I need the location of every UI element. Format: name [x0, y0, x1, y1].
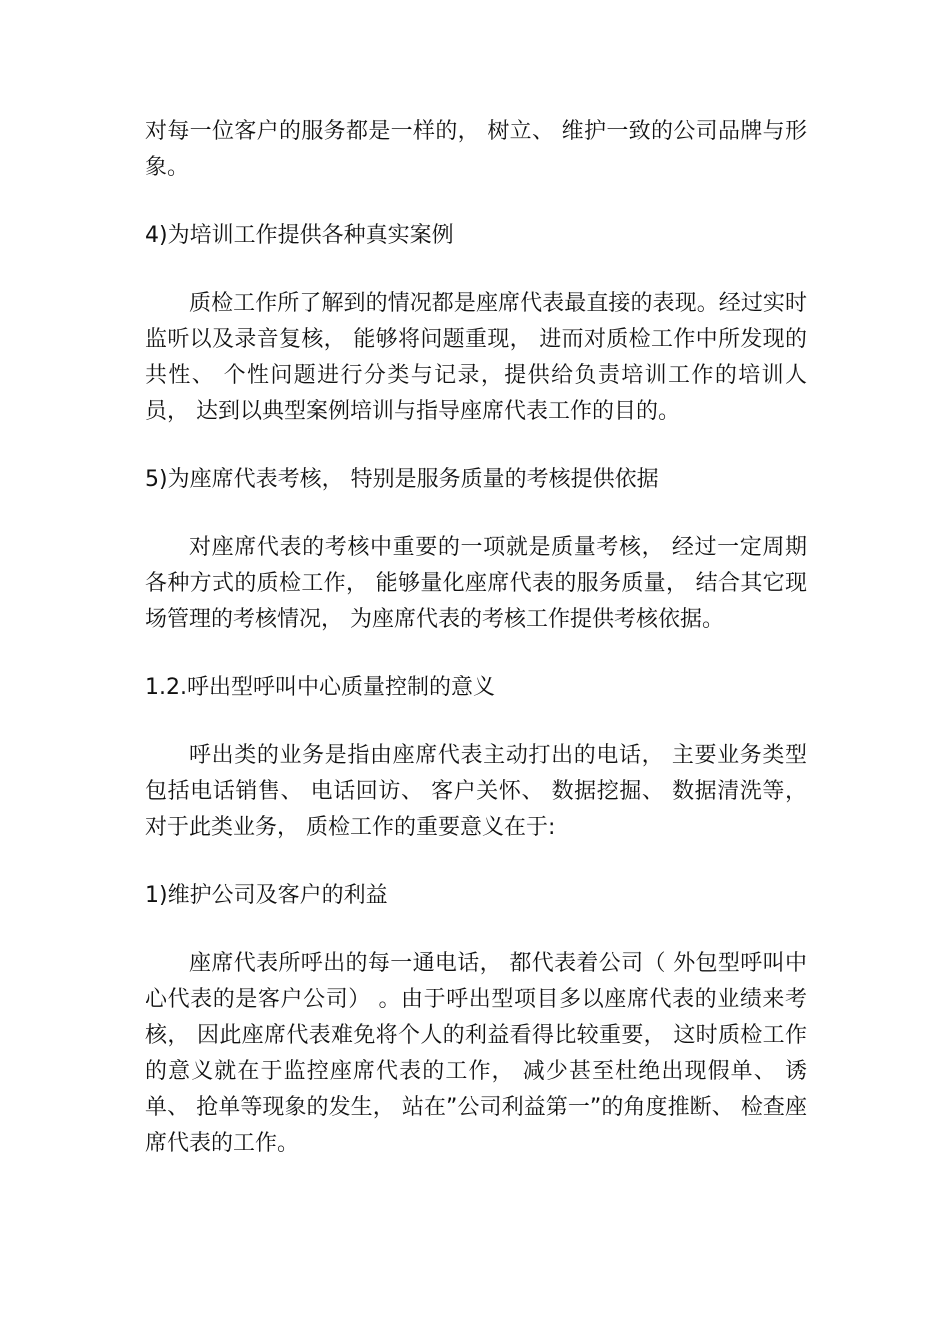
- paragraph-training-cases: 质检工作所了解到的情况都是座席代表最直接的表现。经过实时监听以及录音复核， 能够将问题重现， 进而对质检工作中所发现的共性、 个性问题进行分类与记录，提供给负责培训工作的培训人员， 达到以典型案例培训与指导座席代表工作的目的。: [145, 291, 807, 424]
- section-heading-1-2: 1.2.呼出型呼叫中心质量控制的意义: [145, 675, 495, 700]
- document-body: [145, 114, 807, 1162]
- paragraph-continuation: 对每一位客户的服务都是一样的， 树立、 维护一致的公司品牌与形象。: [145, 119, 807, 180]
- paragraph-assessment: 对座席代表的考核中重要的一项就是质量考核， 经过一定周期各种方式的质检工作， 能够量化座席代表的服务质量， 结合其它现场管理的考核情况， 为座席代表的考核工作提供考核依据。: [145, 535, 807, 632]
- paragraph-outbound-intro: 呼出类的业务是指由座席代表主动打出的电话， 主要业务类型包括电话销售、 电话回访、 客户关怀、 数据挖掘、 数据清洗等， 对于此类业务， 质检工作的重要意义在于:: [145, 743, 807, 840]
- section-heading-5: 5)为座席代表考核， 特别是服务质量的考核提供依据: [145, 467, 659, 492]
- section-heading-4: 4)为培训工作提供各种真实案例: [145, 223, 454, 248]
- paragraph-company-interest: 座席代表所呼出的每一通电话， 都代表着公司（ 外包型呼叫中心代表的是客户公司） 。由于呼出型项目多以座席代表的业绩来考核， 因此座席代表难免将个人的利益看得比较重要， 这时质检工作的意义就在于监控座席代表的工作， 减少甚至杜绝出现假单、 诱单、 抢单等现象的发生， 站在”公司利益第一”的角度推断、 检查座席代表的工作。: [145, 951, 807, 1156]
- section-heading-1: 1)维护公司及客户的利益: [145, 883, 388, 908]
